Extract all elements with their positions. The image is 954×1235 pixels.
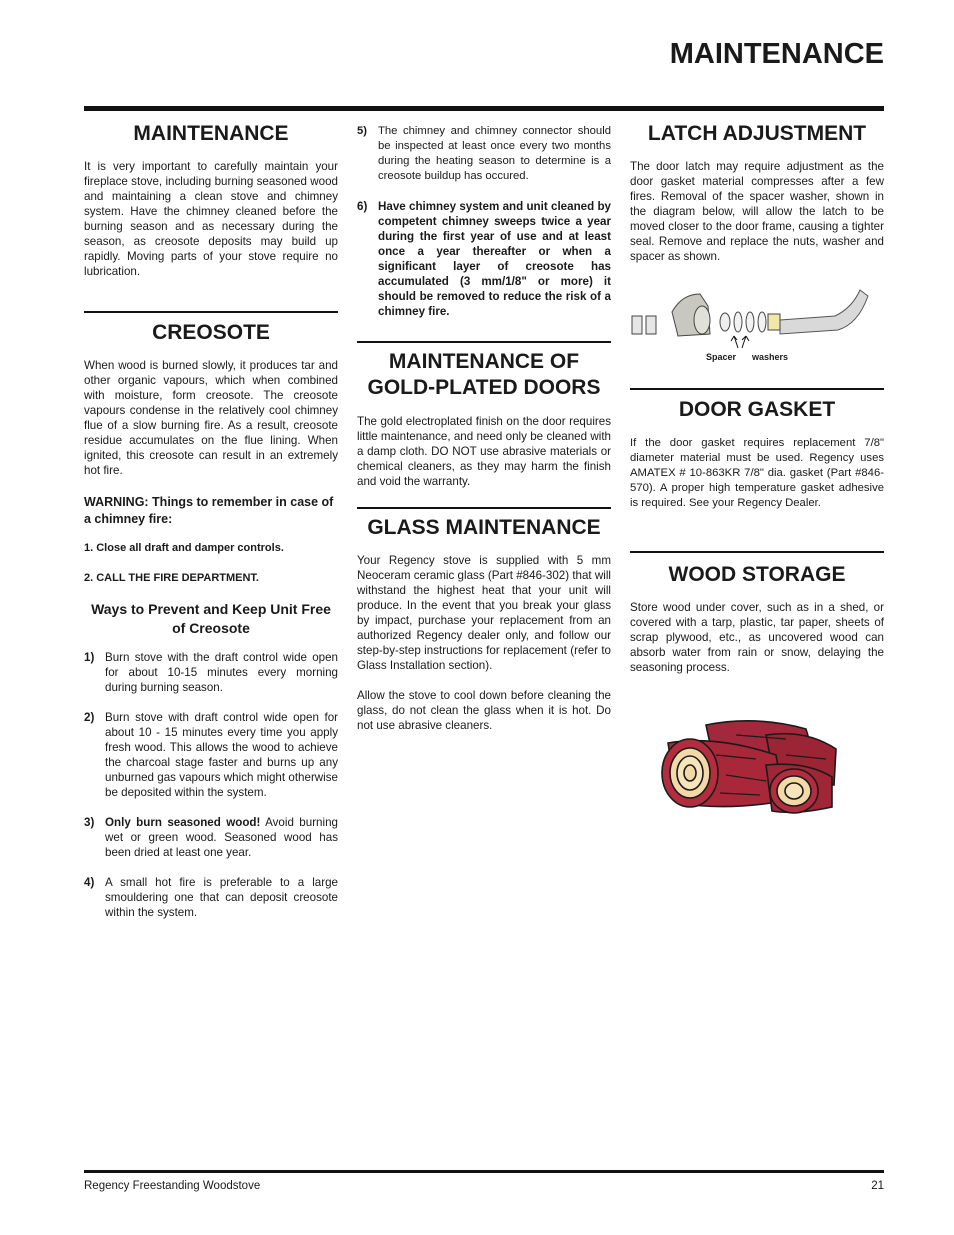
list-item: [84, 815, 338, 860]
door-gasket-text: If the door gasket requires replacement 7/8" diameter material must be used. Regency uses AMATEX # 10-863KR 7/8" dia. gasket (Part #846-570). A proper high temperature gasket adhesive is required. See your Regency Dealer.: [630, 436, 884, 509]
spacer-label: Spacer: [706, 352, 737, 363]
gold-doors-heading: MAINTENANCE OF GOLD-PLATED DOORS: [367, 350, 601, 400]
list-item: [84, 875, 338, 920]
item-text: The chimney and chimney connector should be inspected at least once every two months during the heating season to determine is a creosote buildup has occured.: [378, 125, 611, 182]
bottom-rule: [84, 1170, 884, 1173]
latch-parts-illustration: [630, 272, 884, 384]
firewood-logs-image: [656, 715, 846, 815]
list-item: [84, 710, 338, 800]
glass-heading: GLASS MAINTENANCE: [367, 515, 601, 539]
wood-logs-illustration: [630, 715, 884, 820]
gold-doors-text: The gold electroplated finish on the door requires little maintenance, and need only be cleaned with a damp cloth. DO NOT use abrasive materials or chemical cleaners, as they may harm the finish and void the warranty.: [357, 414, 611, 488]
list-item: [84, 650, 338, 695]
latch-diagram: [630, 272, 884, 384]
creosote-text: When wood is burned slowly, it produces tar and other organic vapours, which when combined with moisture, form creosote. The creosote vapours condense in the relatively cool chimney flue of a slow burning fire. As a result, creosote residue accumulates on the flue lining. When ignited, this creosote can result in an extremely hot fire.: [84, 358, 338, 477]
latch-heading: LATCH ADJUSTMENT: [647, 122, 867, 145]
item-text: Burn stove with the draft control wide open for about 10-15 minutes every morning during burning season.: [105, 650, 338, 694]
item-text: A small hot fire is preferable to a large smouldering one that can deposit creosote within the system.: [105, 875, 338, 919]
page-title: MAINTENANCE: [669, 38, 884, 70]
item-number: 3): [84, 815, 95, 829]
latch-text: The door latch may require adjustment as the door gasket material compresses after a few fires. Removal of the spacer washer, shown in the diagram below, will allow the latch to be moved closer to the door frame, causing a tighter seal. Remove and replace the nuts, washer and spacer as shown.: [630, 160, 884, 264]
wood-storage-text: Store wood under cover, such as in a shed, or covered with a tarp, plastic, tar paper, sheets of scrap plywood, etc., as uncovered wood can absorb water from rain or snow, delaying the seasoning process.: [630, 600, 884, 674]
column-3: [630, 112, 884, 820]
item-bold-text: Only burn seasoned wood!: [105, 815, 261, 829]
section-divider: [630, 551, 884, 553]
column-1: [84, 112, 338, 920]
maintenance-heading: MAINTENANCE: [133, 122, 289, 145]
item-rest-text: Avoid burning wet or green wood. Seasoned wood has been dried at least one year.: [105, 815, 338, 859]
item-number: 2): [84, 710, 95, 724]
glass-text-1: Your Regency stove is supplied with 5 mm Neoceram ceramic glass (Part #846-302) that will withstand the highest heat that your unit will produce. In the event that you break your glass by impact, purchase your replacement from an authorized Regency dealer only, and follow our step-by-step instructions for replacement (refer to Glass Installation section).: [357, 553, 611, 672]
section-divider: [84, 311, 338, 313]
washers-label: washers: [752, 352, 789, 363]
section-divider: [630, 388, 884, 390]
door-gasket-heading: DOOR GASKET: [678, 398, 836, 422]
item-text: Burn stove with draft control wide open for about 10 - 15 minutes every time you apply fresh wood. This allows the wood to achieve the charcoal stage faster and burns up any unburned gas vapours which might otherwise be deposited within the system.: [105, 710, 338, 799]
item-number: 1): [84, 650, 95, 664]
top-rule: [84, 106, 884, 111]
item-text: [105, 815, 338, 860]
creosote-heading: CREOSOTE: [152, 321, 270, 345]
section-divider: [357, 507, 611, 509]
glass-text-2: Allow the stove to cool down before cleaning the glass, do not clean the glass when it is hot. Do not use abrasive cleaners.: [357, 688, 611, 732]
list-item: [357, 199, 611, 319]
ways-heading: Ways to Prevent and Keep Unit Free of Creosote: [91, 600, 331, 636]
maintenance-text: It is very important to carefully maintain your fireplace stove, including burning seasoned wood and maintaining a clean stove and chimney system. Have the chimney cleaned before the burning season and as necessary during the season, as creosote deposits may build up rapidly. Moving parts of your stove require no lubrication.: [84, 160, 338, 279]
fire-step-1: 1. Close all draft and damper controls.: [84, 541, 284, 554]
wood-storage-heading: WOOD STORAGE: [668, 562, 846, 586]
fire-step-2: 2. CALL THE FIRE DEPARTMENT.: [84, 571, 259, 584]
warning-text: WARNING: Things to remember in case of a chimney fire:: [84, 494, 334, 526]
page-number: 21: [871, 1180, 884, 1192]
item-number: 5): [357, 125, 368, 137]
item-number: 6): [357, 200, 368, 213]
list-item: [357, 124, 611, 184]
column-2: [357, 112, 611, 733]
section-divider: [357, 341, 611, 343]
footer-title: Regency Freestanding Woodstove: [84, 1180, 261, 1192]
item-number: 4): [84, 875, 95, 889]
item-text: Have chimney system and unit cleaned by competent chimney sweeps twice a year during the first year of use and at least once a year thereafter or when a significant layer of creosote has accumulated (3 mm/1/8" or more) it should be removed to reduce the risk of a chimney fire.: [378, 200, 611, 318]
